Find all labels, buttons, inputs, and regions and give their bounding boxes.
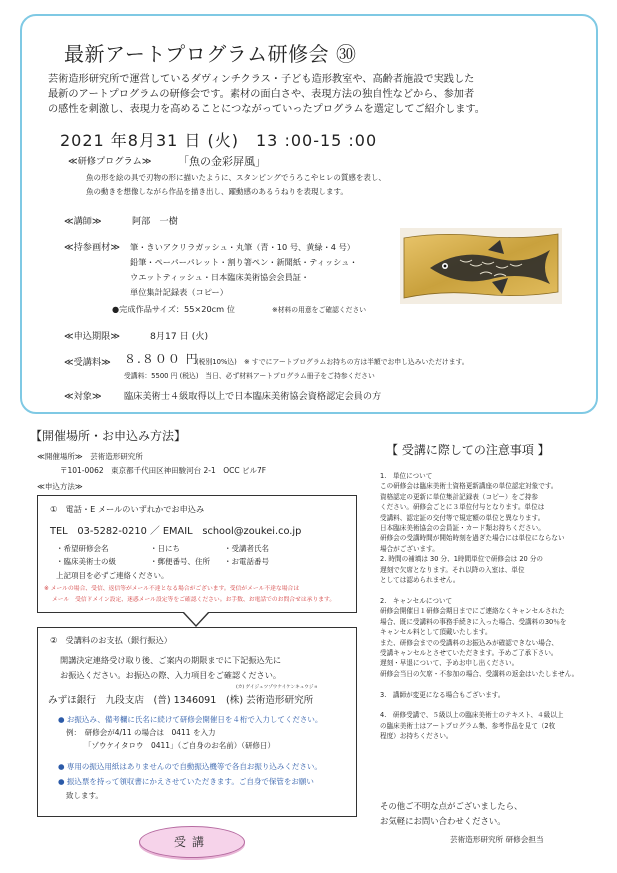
target-label: ≪対象≫ [64,391,102,402]
items-line: 単位集計記録表（コピー） [130,287,228,297]
note-line: 受講料、認定証の交付等で規定額の単位と異なります。 [380,513,545,522]
note-line: 3. 講師が変更になる場合もございます。 [380,690,505,699]
instructor-name: 阿部 一樹 [132,216,178,227]
event-date: 2021 年8月31 日 (火) 13 :00-15 :00 [60,131,378,150]
size-note: ●完成作品サイズ：55×20cm 位 [112,304,235,314]
fee-value: ８.８００ 円 [124,352,199,366]
bullet-remark-1b: 「ゾウケイタロウ 0411」（ご自身のお名前）（研修日） [84,741,276,750]
note-line: 研修会開催日１研修会期日までにご連絡なくキャンセルされた [380,607,565,616]
deadline-label: ≪申込期限≫ [64,331,120,342]
note-line: ください。研修会ごとに３単位付与となります。単位は [380,503,545,512]
program-label: ≪研修プログラム≫ [68,156,152,167]
fee-note-2: 受講料：5500 円 (税込) 当日、必ず材料アートプログラム冊子をご持参ください [124,372,375,380]
step2-title: ② 受講料のお支払（銀行振込） [50,635,172,645]
program-desc-2: 魚の動きを想像しながら作品を描き出し、躍動感のあるうねりを表現します。 [86,187,348,196]
note-line [380,700,578,710]
target-value: 臨床美術士４級取得以上で日本臨床美術協会資格認定会員の方 [124,391,382,402]
note-line: キャンセル料として頂戴いたします。 [380,628,492,637]
fee-note: ※ すでにアートプログラムお持ちの方は半額でお申し込みいただけます。 [244,358,469,366]
venue-section-title: 【開催場所・お申込み方法】 [30,429,187,443]
items-line: ウエットティッシュ・日本臨床美術協会会員証・ [130,272,310,282]
items-label: ≪持参画材≫ [64,242,120,253]
note-line: 日本臨床美術協会の会員証・カード類お持ちください。 [380,524,545,533]
note-line: 資格認定の更新に単位集計記録表（コピー）をご持参 [380,492,538,501]
intro-text [48,72,588,117]
closing-line-1: その他ご不明な点がございましたら、 [380,801,523,811]
field-phone: ・お電話番号 [224,557,269,566]
fee-label: ≪受講料≫ [64,357,111,368]
bank-account: みずほ銀行 九段支店 (普) 1346091 (株) 芸術造形研究所 [48,695,314,706]
notes-list [380,471,578,742]
note-line: 2. キャンセルについて [380,596,453,605]
note-line [380,585,578,595]
step1-warning-1: ※ メールの場合、受信、返信等がメール不達となる場合がございます。受信がメール不達な場合は [44,586,300,592]
intro-line: の感性を刺激し、表現力を高めることにつながっていったプログラムを選定してご紹介します。 [48,104,485,115]
field-attendee: ・受講者氏名 [224,544,269,553]
size-sub-note: ※材料の用意をご確認ください [272,306,367,314]
venue-address: 〒101-0062 東京都千代田区神田駿河台 2-1 OCC ビル7F [60,466,267,475]
note-line: また、研修会までの受講料のお振込みが確認できない場合、 [380,638,559,647]
bullet-remark-2: ● 専用の振込用紙はありませんので自動振込機等で各自お振り込みください。 [58,762,322,771]
instructor-label: ≪講師≫ [64,216,102,227]
field-address: ・郵便番号、住所 [150,557,210,566]
intro-line: 最新のアートプログラムの研修会です。素材の面白さや、表現方法の独自性などから、参加者 [48,89,475,100]
field-date: ・日にち [150,544,180,553]
intro-line: 芸術造形研究所で運営しているダヴィンチクラス・子ども造形教室や、高齢者施設で実践した [48,74,475,85]
note-line: 研修会当日の欠席・不参加の場合、受講料の返金はいたしません。 [380,669,579,678]
note-line: 場合、既に受講料の事務手続きに入った場合、受講料の30％を [380,617,567,626]
step1-title: ① 電話・E メールのいずれかでお申込み [50,504,205,514]
note-line: 受講キャンセルとさせていただきます。予めご了承下さい。 [380,648,558,657]
program-name: 「魚の金彩屏風」 [178,155,266,168]
field-course-name: ・希望研修会名 [56,544,109,553]
step2-desc-2: お振込ください。お振込の際、入力項目をご確認ください。 [60,670,282,680]
account-kana: (カ) ゲイジュツゾウケイケンキュウジョ [236,685,318,690]
note-line: この研修会は臨床美術士資格更新講座の単位認定対象です。 [380,482,558,491]
items-line: 鉛筆・ペーパーパレット・割り箸ペン・新聞紙・ティッシュ・ [130,257,358,267]
note-line: としては認められません。 [380,576,460,585]
fee-tax: (税別10%込) [196,358,237,366]
note-line: 2. 時間の補填は 30 分、1時間単位で研修会は 20 分の [380,555,544,564]
koi-fish-artwork-icon [400,228,562,304]
bullet-remark-3: ● 振込票を持って領収書にかえさせていただきます。ご自身で保管をお願い [58,777,314,786]
step2-desc-1: 開講決定連絡受け取り後、ご案内の期限までに下記振込先に [60,655,282,665]
attend-button[interactable]: 受講 [139,826,245,858]
note-line: 研修会の受講時間が開始時刻を過ぎた場合には単位にならない [380,534,565,543]
deadline-value: 8月17 日 (火) [150,331,209,342]
notes-title: 【 受講に際しての注意事項 】 [386,443,550,457]
folding-screen-artwork [400,228,562,304]
bullet-remark-1: ● お振込み、備考欄に氏名に続けて研修会開催日を４桁で入力してください。 [58,715,323,724]
note-line: 遅刻・早退について、予めお申し出ください。 [380,659,519,668]
field-level: ・臨床美術士の級 [56,557,116,566]
page-title: 最新アートプログラム研修会 ㉚ [64,42,357,66]
closing-signature: 芸術造形研究所 研修会担当 [450,835,544,844]
program-desc-1: 魚の形を絵の具で刃物の形に描いたように、スタンピングでうろこやヒレの質感を表し、 [86,173,386,182]
step1-confirm: 上記項目を必ずご連絡ください。 [56,571,169,580]
note-line: 遅刻で欠席となります。それ以降の入室は、単位 [380,565,525,574]
items-line: 筆・きいアクリラガッシュ・丸筆（青・10 号、黄緑・4 号） [130,242,355,252]
note-line [380,679,578,689]
closing-line-2: お気軽にお問い合わせください。 [380,816,506,826]
venue-label: ≪開催場所≫ 芸術造形研究所 [37,452,143,461]
step1-warning-2: メール 受信ドメイン設定、迷惑メール設定等をご確認ください。お手数、お電話でのお問合せは承ります。 [52,597,336,603]
note-line: 程度）お持ちください。 [380,732,453,741]
note-line: 1. 単位について [380,472,433,480]
bullet-remark-1a: 例： 研修会が4/11 の場合は 0411 を入力 [66,728,216,737]
step1-contact: TEL 03-5282-0210 ／ EMAIL school@zoukei.co.jp [50,526,302,537]
note-line: 4. 研修受講で、５級以上の臨床美術士のテキスト、４級以上 [380,711,564,720]
apply-label: ≪申込方法≫ [37,482,83,491]
note-line: 場合がございます。 [380,544,439,553]
bullet-remark-3b: 致します。 [66,791,103,800]
note-line: の臨床美術士はアートプログラム集、参考作品を見て（2枚 [380,721,556,730]
arrow-down-inner [184,612,208,625]
